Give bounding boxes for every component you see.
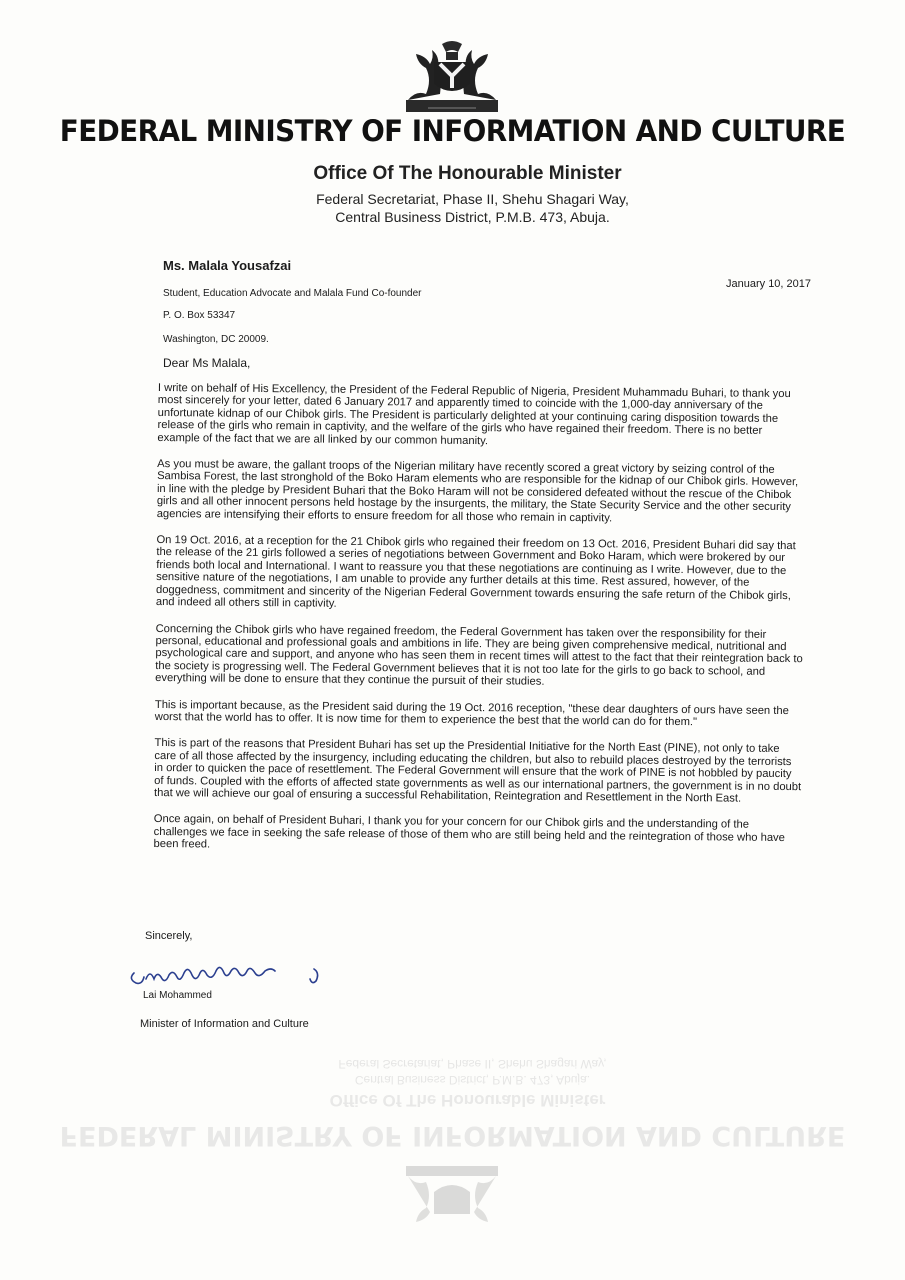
bleed-through-ministry: FEDERAL MINISTRY OF INFORMATION AND CULTURE xyxy=(59,1120,846,1151)
letter-date: January 10, 2017 xyxy=(726,278,812,290)
letter-body xyxy=(153,382,806,871)
body-paragraph: Concerning the Chibok girls who have regained freedom, the Federal Government has taken over the responsibility for their personal, educational and professional goals and ambitions in life. They are being given comprehensive medical, nutritional and psychological care and support, and anyone who has seen them in recent times will attest to the fact that their reintegration back to the society is progressing well. The Federal Government believes that it is not too late for the girls to go back to school, and everything will be done to ensure that they continue the pursuit of their studies. xyxy=(155,622,803,688)
recipient-name: Ms. Malala Yousafzai xyxy=(163,258,292,273)
bleed-through-address xyxy=(0,1056,905,1088)
office-subheading: Office Of The Honourable Minister xyxy=(313,163,622,184)
body-paragraph: As you must be aware, the gallant troops of the Nigerian military have recently scored a great victory by seizing control of the Sambisa Forest, the last stronghold of the Boko Haram elements who are responsible for the kidnap of our Chibok girls. However, in line with the pledge by President Buhari that the Boko Haram will not be considered defeated without the rescue of the Chibok girls and all other innocent persons held hostage by the insurgents, the military, the State Security Service and the other security agencies are intensifying their efforts to ensure freedom for all those who remain in captivity. xyxy=(156,458,799,525)
bleed-through-office: Office Of The Honourable Minister xyxy=(329,1091,606,1110)
address-line-2: Central Business District, P.M.B. 473, Abuja. xyxy=(335,209,610,225)
signatory-name: Lai Mohammed xyxy=(143,990,212,1001)
body-paragraph: Once again, on behalf of President Buhari, I thank you for your concern for our Chibok girls and the understanding of the challenges we face in seeking the safe release of those of them who are still being held and the reintegration of those who have been freed. xyxy=(153,813,785,851)
signatory-title: Minister of Information and Culture xyxy=(140,1018,309,1030)
recipient-po-box: P. O. Box 53347 xyxy=(163,310,236,321)
letterhead-address xyxy=(0,190,905,226)
body-paragraph: I write on behalf of His Excellency, the President of the Federal Republic of Nigeria, President Muhammadu Buhari, to thank you most sincerely for your letter, dated 6 January 2017 and apparently timed to coincide with the 1,000-day anniversary of the unfortunate kidnap of our Chibok girls. The President is particularly delighted at your continuing caring disposition towards the release of the girls who remain in captivity, and the welfare of the girls who have regained their freedom. There is no better example of the fact that we are all linked by our common humanity. xyxy=(157,382,791,447)
salutation: Dear Ms Malala, xyxy=(163,356,251,370)
coat-of-arms-icon xyxy=(388,38,516,116)
address-line-1: Federal Secretariat, Phase II, Shehu Shagari Way, xyxy=(316,191,629,207)
signature-icon xyxy=(126,955,366,995)
body-paragraph: On 19 Oct. 2016, at a reception for the 21 Chibok girls who regained their freedom on 13 Oct. 2016, President Buhari did say that the release of the 21 girls followed a series of negotiations between Government and Boko Haram, which were brokered by our friends both local and International. I want to reassure you that these negotiations are continuing as I write. However, due to the sensitive nature of the negotiations, I am unable to provide any further details at this time. Rest assured, however, of the doggedness, commitment and sincerity of the Nigerian Federal Government towards ensuring the safe return of the Chibok girls, and indeed all others still in captivity. xyxy=(155,534,796,610)
ministry-heading: FEDERAL MINISTRY OF INFORMATION AND CULTURE xyxy=(59,114,846,148)
bleed-through-address-line-2: Central Business District, P.M.B. 473, Abuja. xyxy=(354,1073,591,1087)
bleed-through-crest-icon xyxy=(388,1162,516,1234)
bleed-through-address-line-1: Federal Secretariat, Phase II, Shehu Shagari Way, xyxy=(338,1057,607,1071)
body-paragraph: This is part of the reasons that President Buhari has set up the Presidential Initiative for the North East (PINE), not only to take care of all those affected by the insurgency, including educating the children, but also to rebuild places destroyed by the terrorists in order to quicken the pace of resettlement. The Federal Government will ensure that the work of PINE is not hobbled by paucity of funds. Coupled with the efforts of affected state governments as well as our international partners, the government is in no doubt that we will achieve our goal of ensuring a successful Rehabilitation, Reintegration and Resettlement in the North East. xyxy=(153,737,802,805)
closing: Sincerely, xyxy=(145,930,193,942)
recipient-role: Student, Education Advocate and Malala Fund Co-founder xyxy=(163,288,422,299)
recipient-city: Washington, DC 20009. xyxy=(163,334,269,345)
body-paragraph: This is important because, as the President said during the 19 Oct. 2016 reception, "these dear daughters of ours have seen the worst that the world has to offer. It is now time for them to experience the best that the world can do for them." xyxy=(154,698,789,729)
